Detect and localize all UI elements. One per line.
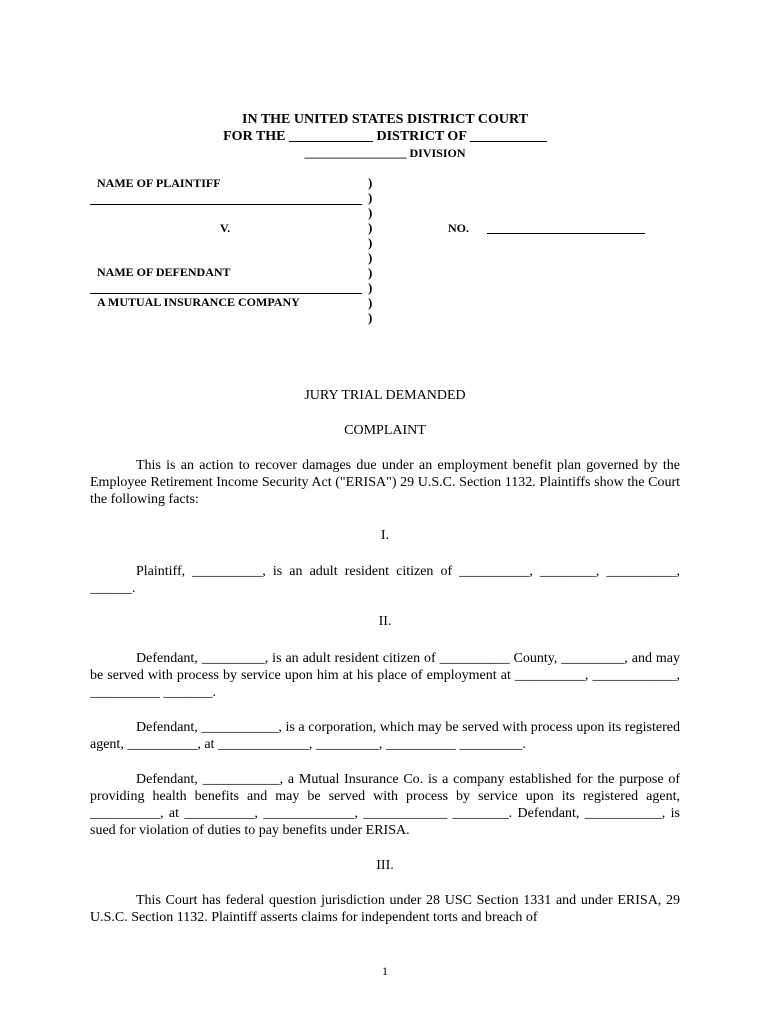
complaint-heading: COMPLAINT [344, 423, 426, 438]
plaintiff-label: NAME OF PLAINTIFF [97, 176, 221, 190]
court-title: IN THE UNITED STATES DISTRICT COURT [242, 112, 528, 127]
section-heading-2: II. [378, 614, 392, 629]
jury-trial-heading: JURY TRIAL DEMANDED [304, 388, 466, 403]
defendant-label: NAME OF DEFENDANT [97, 265, 231, 279]
section-heading-1: I. [380, 528, 390, 543]
division-line: _________________ DIVISION [304, 146, 466, 160]
defendant-paragraph-1: Defendant, _________, is an adult resident citizen of __________ County, _________, and may be served with process by service upon him at his place of employment at __________, ____________, __________ _______. [90, 651, 680, 700]
insurer-label: A MUTUAL INSURANCE COMPANY [97, 295, 300, 309]
defendant-paragraph-2: Defendant, ___________, is a corporation, which may be served with process upon its registered agent, __________, at _____________, _________, __________ _________. [90, 720, 680, 752]
plaintiff-paragraph: Plaintiff, __________, is an adult resident citizen of __________, ________, __________, ______. [90, 564, 680, 596]
section-heading-3: III. [376, 858, 394, 873]
defendant-name-line [90, 293, 362, 294]
versus-label: V. [220, 221, 231, 235]
case-number-label: NO. [448, 221, 469, 235]
jurisdiction-paragraph: This Court has federal question jurisdiction under 28 USC Section 1331 and under ERISA, 29 U.S.C. Section 1132. Plaintiff asserts claims for independent torts and breach of [90, 893, 680, 925]
case-number-line [487, 233, 645, 234]
plaintiff-name-line [90, 204, 362, 205]
caption-parentheses: ) ) ) ) ) ) ) ) ) ) [368, 175, 373, 325]
defendant-paragraph-3: Defendant, ___________, a Mutual Insurance Co. is a company established for the purpose of providing health benefits and may be served with process by service upon its registered agent, __________, at __________, _____________, ____________ ________. Defendant, ___________, is sued for violation of duties to pay benefits under ERISA. [90, 772, 680, 838]
district-line: FOR THE ____________ DISTRICT OF ___________ [223, 129, 547, 144]
page-number: 1 [382, 964, 388, 978]
intro-paragraph: This is an action to recover damages due under an employment benefit plan governed by the Employee Retirement Income Security Act ("ERISA") 29 U.S.C. Section 1132. Plaintiffs show the Court the following facts: [90, 458, 680, 507]
